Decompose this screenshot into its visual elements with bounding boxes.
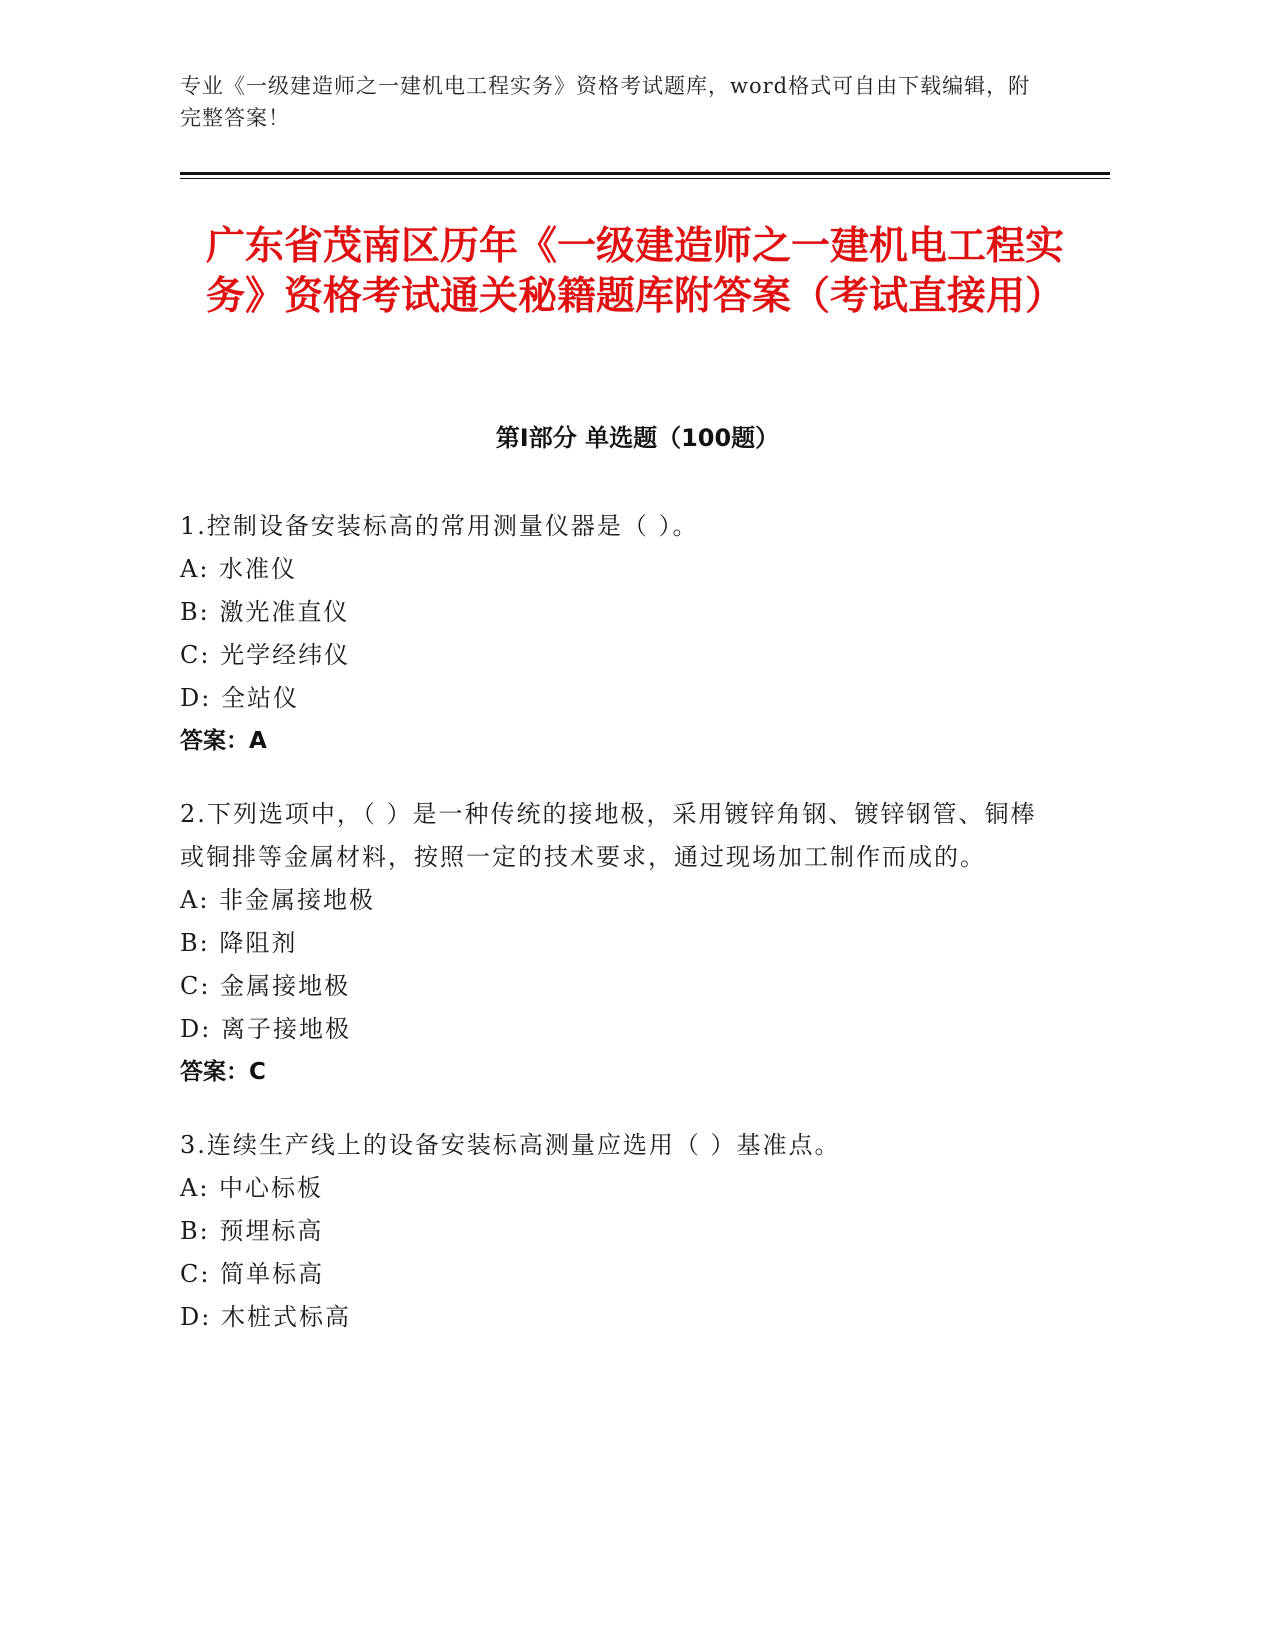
document-title: 广东省茂南区历年《一级建造师之一建机电工程实务》资格考试通关秘籍题库附答案（考试直接用） <box>205 224 1064 319</box>
question-1 <box>180 505 1060 763</box>
option-a: A: 非金属接地极 <box>180 886 376 914</box>
option-d: D: 全站仪 <box>180 684 299 712</box>
answer-line: 答案：C <box>180 1059 266 1085</box>
header-rule-thin <box>180 178 1110 179</box>
option-c: C: 简单标高 <box>180 1260 325 1288</box>
option-b: B: 预埋标高 <box>180 1217 324 1245</box>
header-rule-thick <box>180 172 1110 175</box>
answer-line: 答案：A <box>180 728 267 754</box>
question-2 <box>180 793 1060 1094</box>
question-stem: 2.下列选项中，（ ）是一种传统的接地极，采用镀锌角钢、镀锌钢管、铜棒或铜排等金属材料，按照一定的技术要求，通过现场加工制作而成的。 <box>180 800 1037 871</box>
option-d: D: 木桩式标高 <box>180 1303 351 1331</box>
option-a: A: 中心标板 <box>180 1174 324 1202</box>
option-a: A: 水准仪 <box>180 555 298 583</box>
question-3 <box>180 1124 1060 1339</box>
question-list <box>180 505 1060 1369</box>
option-b: B: 降阻剂 <box>180 929 298 957</box>
question-stem: 3.连续生产线上的设备安装标高测量应选用（ ）基准点。 <box>180 1131 841 1159</box>
section-heading: 第Ⅰ部分 单选题（100题） <box>495 424 780 452</box>
header-note: 专业《一级建造师之一建机电工程实务》资格考试题库，word格式可自由下载编辑，附完整答案！ <box>180 74 1031 130</box>
question-stem: 1.控制设备安装标高的常用测量仪器是（ ）。 <box>180 512 699 540</box>
option-c: C: 光学经纬仪 <box>180 641 351 669</box>
option-c: C: 金属接地极 <box>180 972 351 1000</box>
option-d: D: 离子接地极 <box>180 1015 351 1043</box>
option-b: B: 激光准直仪 <box>180 598 350 626</box>
